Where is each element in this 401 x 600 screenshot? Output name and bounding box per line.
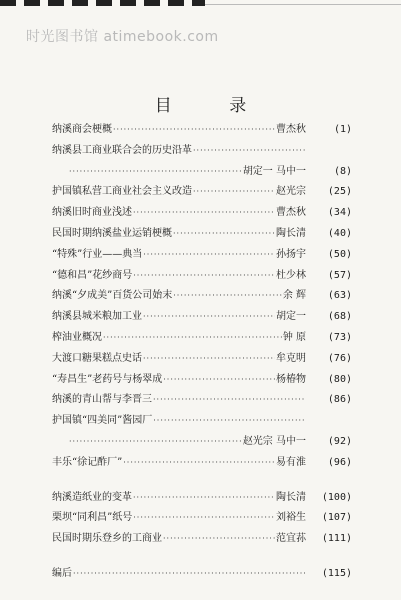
toc-entry-title: 编后 xyxy=(52,567,72,579)
toc-leader-dots xyxy=(173,286,282,307)
toc-entry-title: 民国时期纳溪盐业运销梗概 xyxy=(52,227,172,239)
toc-leader-dots xyxy=(133,203,275,224)
toc-entry-page: (8) xyxy=(333,165,352,177)
toc-leader-dots xyxy=(69,162,242,183)
toc-leader-dots xyxy=(73,564,305,585)
toc-leader-dots xyxy=(173,224,275,245)
toc-entry-author: 胡定一 xyxy=(276,311,306,323)
toc-entry xyxy=(52,453,352,474)
toc-entry-page: (92) xyxy=(327,435,352,447)
toc-entry-page: (76) xyxy=(327,352,352,364)
toc-entry-author: 赵光宗 xyxy=(276,186,306,198)
toc-entry-title: “特殊”行业——典当 xyxy=(52,248,143,260)
toc-entry-page: (96) xyxy=(327,456,352,468)
toc-leader-dots xyxy=(113,120,275,141)
toc-entry-author: 曹杰秋 xyxy=(276,124,306,135)
toc-entry-author: 陶长清 xyxy=(276,491,306,503)
toc-entry-page: (80) xyxy=(327,373,352,385)
toc-entry-author: 刘裕生 xyxy=(276,512,306,524)
toc-entry xyxy=(52,307,352,328)
toc-entry xyxy=(52,411,352,432)
toc-entry-author: 陶长清 xyxy=(276,227,306,239)
toc-leader-dots xyxy=(133,508,275,529)
toc-entry xyxy=(52,120,352,141)
toc-entry-page: (25) xyxy=(327,186,352,198)
toc-leader-dots xyxy=(163,370,275,391)
top-dash-rule xyxy=(0,0,205,6)
toc-entry xyxy=(52,370,352,391)
toc-leader-dots xyxy=(193,141,305,162)
toc-leader-dots xyxy=(133,488,275,509)
toc-entry-page: (63) xyxy=(327,290,352,302)
toc-entry-title: 护国镇“四美同”酱园厂 xyxy=(52,415,153,427)
toc-entry-page: (68) xyxy=(327,311,352,323)
toc-leader-dots xyxy=(163,529,275,550)
toc-entry-title: 纳溪县工商业联合会的历史沿革 xyxy=(52,144,192,156)
toc-leader-dots xyxy=(193,182,275,203)
toc-entry-title: 纳溪旧时商业浅述 xyxy=(52,207,132,219)
toc-entry xyxy=(52,488,352,509)
toc-leader-dots xyxy=(143,349,275,370)
toc-entry-page: (111) xyxy=(321,533,352,545)
toc-entry-author: 牟克明 xyxy=(276,352,306,364)
toc-leader-dots xyxy=(153,411,305,432)
toc-entry xyxy=(52,162,352,183)
toc-leader-dots xyxy=(103,328,282,349)
toc-entry xyxy=(52,432,352,453)
toc-entry xyxy=(52,508,352,529)
toc-entry-author: 余 辉 xyxy=(282,290,306,302)
toc-entry-page: (34) xyxy=(327,207,352,219)
toc-entry-author: 范宜荪 xyxy=(276,533,306,545)
watermark: 时光图书馆 atimebook.com xyxy=(26,29,219,45)
toc-entry-author: 胡定一 马中一 xyxy=(242,165,306,177)
toc-entry-page: (57) xyxy=(327,269,352,281)
toc-leader-dots xyxy=(133,266,275,287)
toc-entry xyxy=(52,328,352,349)
toc-entry xyxy=(52,141,352,162)
toc-entry-author: 孙扬宇 xyxy=(276,248,306,260)
toc-entry-author: 赵光宗 马中一 xyxy=(242,435,306,447)
toc-entry xyxy=(52,529,352,550)
toc-leader-dots xyxy=(123,453,275,474)
toc-entry-title: 民国时期乐登乡的工商业 xyxy=(52,533,162,545)
toc-leader-dots xyxy=(69,432,242,453)
toc-entry xyxy=(52,182,352,203)
toc-entry-author: 杜少林 xyxy=(276,269,306,281)
toc-entry-title: 纳溪的青山帮与李晋三 xyxy=(52,394,152,406)
toc-entry-title: 纳溪县城米粮加工业 xyxy=(52,311,142,323)
toc-entry-page: (107) xyxy=(321,512,352,524)
toc-leader-dots xyxy=(153,390,305,411)
toc-entry xyxy=(52,564,352,585)
toc-entry-title: “德和昌”花纱商号 xyxy=(52,269,133,281)
toc-entry xyxy=(52,266,352,287)
toc-entry xyxy=(52,390,352,411)
toc-entry xyxy=(52,224,352,245)
toc-entry xyxy=(52,245,352,266)
toc-entry xyxy=(52,286,352,307)
toc-entry-title: 丰乐“徐记酢厂” xyxy=(52,456,123,468)
toc-entry-page: (100) xyxy=(321,491,352,503)
toc-entry-title: 大渡口糖果糕点史话 xyxy=(52,352,142,364)
toc-entry-page: (86) xyxy=(327,394,352,406)
toc-entry-page: (1) xyxy=(333,124,352,135)
toc-entry-title: 纳溪造纸业的变革 xyxy=(52,491,132,503)
toc-entry-page: (115) xyxy=(321,567,352,579)
toc-entry-author: 易有淮 xyxy=(276,456,306,468)
toc-entry-page: (73) xyxy=(327,331,352,343)
toc-entry-page: (50) xyxy=(327,248,352,260)
toc-leader-dots xyxy=(143,307,275,328)
table-of-contents xyxy=(52,120,352,585)
toc-entry-title: 榨油业概况 xyxy=(52,331,102,343)
toc-entry-title: 栗坝“同利昌”纸号 xyxy=(52,512,133,524)
toc-entry xyxy=(52,203,352,224)
toc-entry-author: 杨椿物 xyxy=(276,373,306,385)
page-title: 目 录 xyxy=(154,96,273,116)
toc-leader-dots xyxy=(143,245,275,266)
toc-entry-author: 钟 原 xyxy=(282,331,306,343)
toc-entry-title: 纳溪“夕成美”百货公司始末 xyxy=(52,290,173,302)
toc-entry-title: 护国镇私营工商业社会主义改造 xyxy=(52,186,192,198)
toc-entry-page: (40) xyxy=(327,227,352,239)
toc-entry-title: 纳溪商会梗概 xyxy=(52,124,112,135)
toc-entry-title: “寿昌生”老药号与杨翠成 xyxy=(52,373,163,385)
top-rule xyxy=(205,0,401,5)
toc-entry-author: 曹杰秋 xyxy=(276,207,306,219)
toc-entry xyxy=(52,349,352,370)
